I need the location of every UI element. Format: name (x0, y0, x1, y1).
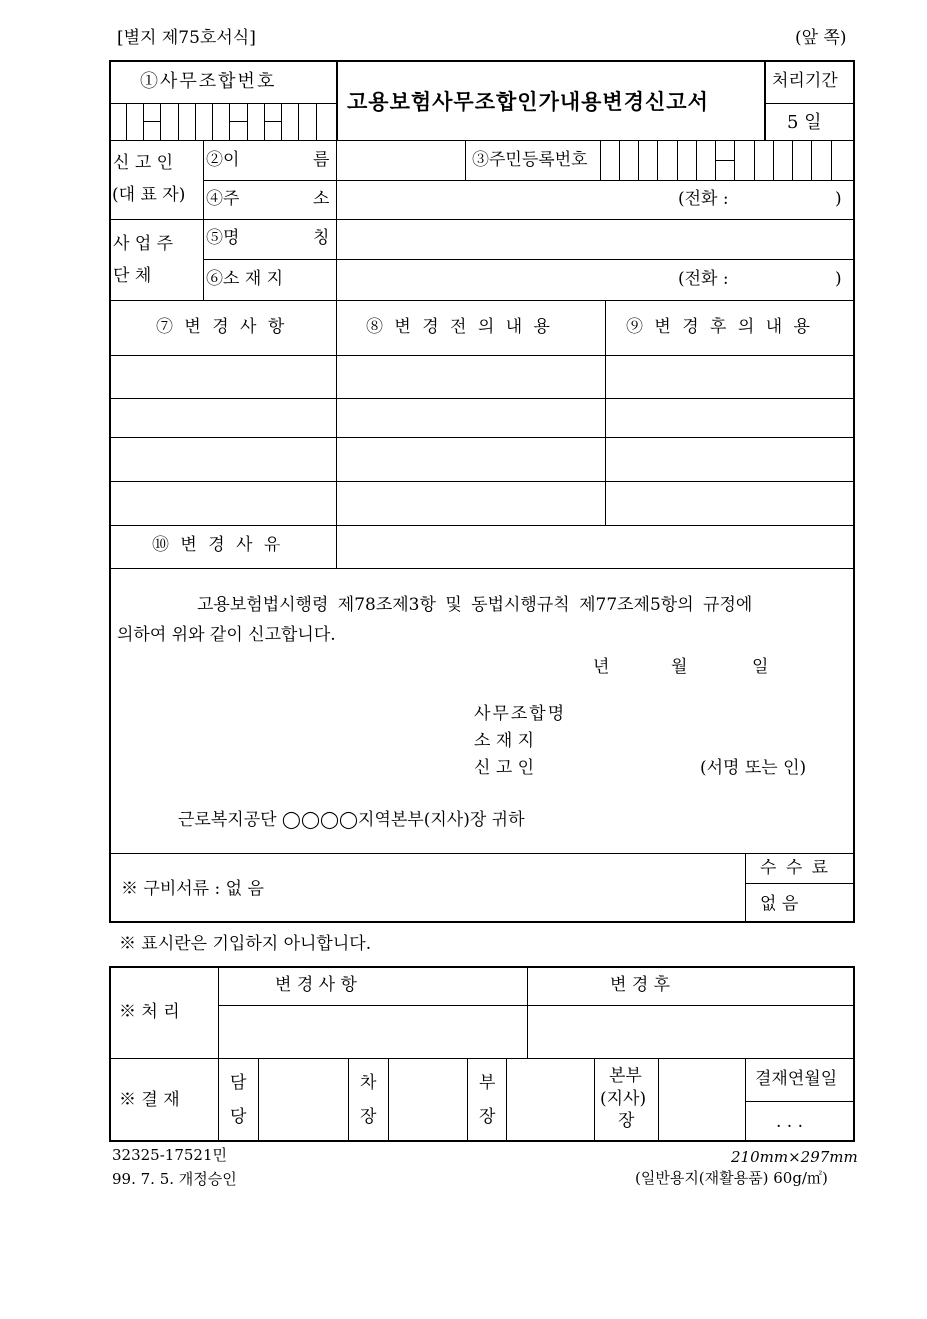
business-group-label: 사 업 주 (113, 234, 174, 254)
processing-change-field[interactable] (220, 1006, 526, 1058)
reporter-name-field[interactable] (338, 141, 464, 179)
change-reason-label: ⑩ 변 경 사 유 (152, 535, 284, 555)
form-title: 고용보험사무조합인가내용변경신고서 (347, 89, 709, 114)
approver-staff-label-1: 담 (230, 1073, 247, 1093)
business-location-field[interactable] (338, 260, 668, 299)
change-row-2-before[interactable] (338, 399, 604, 437)
reporter-phone-close: ) (835, 189, 842, 209)
signature-or-seal[interactable]: (서명 또는 인) (700, 758, 807, 778)
approver-head-label-2: 장 (479, 1107, 496, 1127)
approval-label: ※ 결 재 (119, 1090, 180, 1110)
reporter-group-label: 신 고 인 (113, 153, 174, 173)
reporter-signature-label: 신 고 인 (474, 758, 535, 778)
resident-number-label: ③주민등록번호 (472, 150, 588, 170)
revision-approval: 99. 7. 5. 개정승인 (112, 1170, 237, 1188)
approval-date-value[interactable]: . . . (776, 1112, 804, 1132)
change-row-1-before[interactable] (338, 356, 604, 398)
reporter-group-sublabel: (대 표 자) (112, 185, 186, 205)
date-day-label: 일 (752, 657, 769, 677)
business-phone-label: (전화 : (678, 269, 729, 289)
office-number-label: ①사무조합번호 (140, 71, 277, 92)
approver-head-box[interactable] (508, 1059, 593, 1140)
approver-deputy-box[interactable] (390, 1059, 466, 1140)
approver-deputy-label-1: 차 (360, 1073, 377, 1093)
required-documents: ※ 구비서류 : 없 음 (121, 879, 264, 899)
approver-branch-box[interactable] (660, 1059, 744, 1140)
before-change-header: ⑧ 변 경 전 의 내 용 (366, 317, 553, 337)
change-row-4-before[interactable] (338, 482, 604, 525)
approver-branch-label-2: (지사) (600, 1089, 647, 1109)
name-label-end: 름 (313, 150, 330, 170)
processing-change-header: 변 경 사 항 (275, 975, 357, 995)
change-row-4-item[interactable] (111, 482, 335, 525)
change-row-2-after[interactable] (607, 399, 852, 437)
declaration-line-1: 고용보험법시행령 제78조제3항 및 동법시행규칙 제77조제5항의 규정에 (197, 595, 753, 615)
change-row-3-item[interactable] (111, 438, 335, 481)
change-reason-field[interactable] (338, 526, 852, 568)
processing-period-label: 처리기간 (772, 71, 838, 91)
form-code: 32325-17521민 (112, 1146, 227, 1164)
business-name-field[interactable] (338, 220, 852, 258)
change-row-3-after[interactable] (607, 438, 852, 481)
approver-staff-label-2: 당 (230, 1107, 247, 1127)
approval-date-label: 결재연월일 (755, 1069, 838, 1089)
office-name-label: 사무조합명 (474, 704, 567, 724)
fee-value: 없 음 (760, 894, 799, 914)
form-number: [별지 제75호서식] (117, 28, 256, 48)
business-phone-close: ) (835, 269, 842, 289)
approver-head-label-1: 부 (479, 1073, 496, 1093)
business-group-sublabel: 단 체 (113, 266, 152, 286)
change-item-header: ⑦ 변 경 사 항 (156, 317, 288, 337)
processing-label: ※ 처 리 (119, 1002, 180, 1022)
declaration-line-2: 의하여 위와 같이 신고합니다. (117, 625, 336, 645)
date-month-label: 월 (671, 657, 688, 677)
date-year-label: 년 (593, 657, 610, 677)
reporter-phone-label: (전화 : (678, 189, 729, 209)
approver-deputy-label-2: 장 (360, 1107, 377, 1127)
addressee: 근로복지공단 ◯◯◯◯지역본부(지사)장 귀하 (178, 810, 525, 830)
address-label: ④주 (206, 189, 240, 209)
processing-period-value: 5 일 (787, 112, 822, 133)
business-location-label: ⑥소 재 지 (206, 269, 284, 289)
change-row-1-item[interactable] (111, 356, 335, 398)
change-row-4-after[interactable] (607, 482, 852, 525)
change-row-2-item[interactable] (111, 399, 335, 437)
paper-type: (일반용지(재활용품) 60g/㎡) (635, 1169, 828, 1187)
fee-label: 수 수 료 (760, 858, 831, 878)
approver-staff-box[interactable] (260, 1059, 347, 1140)
business-name-label-end: 칭 (313, 228, 330, 248)
after-change-header: ⑨ 변 경 후 의 내 용 (626, 317, 813, 337)
approver-branch-label-1: 본부 (609, 1066, 642, 1086)
change-row-3-before[interactable] (338, 438, 604, 481)
processing-after-header: 변 경 후 (610, 975, 671, 995)
office-use-notice: ※ 표시란은 기입하지 아니합니다. (119, 934, 372, 954)
paper-size: 210mm×297mm (731, 1148, 858, 1166)
name-label: ②이 (206, 150, 240, 170)
approver-branch-label-3: 장 (618, 1111, 635, 1131)
reporter-address-field[interactable] (338, 181, 668, 219)
page-side: (앞 쪽) (795, 28, 847, 48)
change-row-1-after[interactable] (607, 356, 852, 398)
processing-after-field[interactable] (529, 1006, 852, 1058)
office-location-label: 소 재 지 (474, 731, 535, 751)
business-name-label: ⑤명 (206, 228, 240, 248)
address-label-end: 소 (313, 189, 330, 209)
